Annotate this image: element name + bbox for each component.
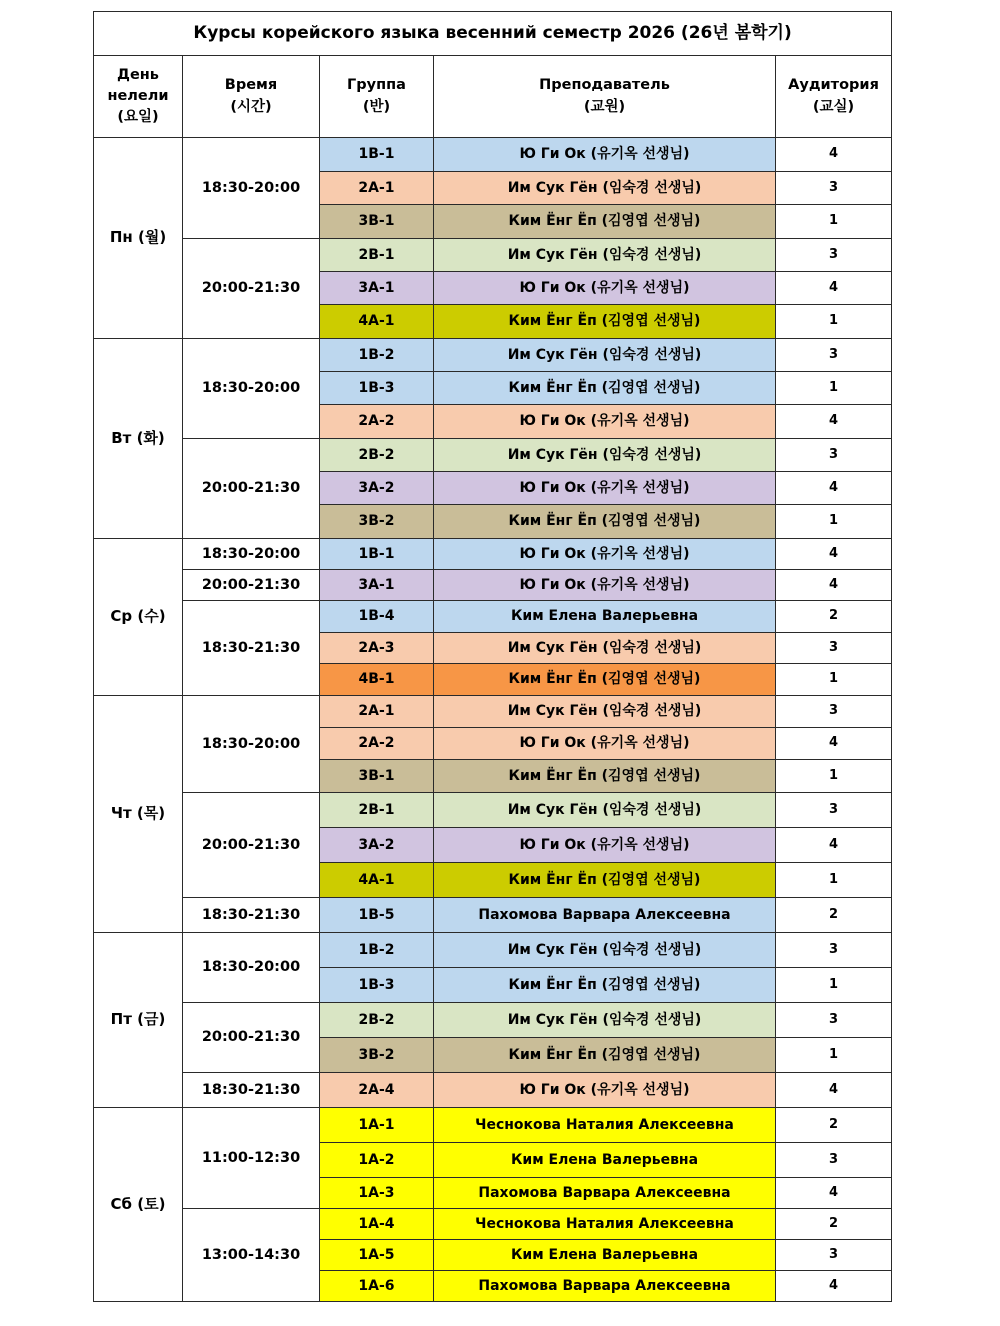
room-cell: 3: [776, 633, 892, 664]
room-cell: 3: [776, 1240, 892, 1271]
teacher-cell: Ю Ги Ок (유기옥 선생님): [434, 828, 776, 863]
table-row: [94, 539, 892, 570]
room-cell: 4: [776, 728, 892, 760]
room-cell: 1: [776, 863, 892, 898]
header-teacher-line1: Преподаватель: [539, 77, 670, 94]
teacher-cell: Ю Ги Ок (유기옥 선생님): [434, 539, 776, 570]
header-row: [94, 56, 892, 138]
teacher-cell: Им Сук Гён (임숙경 선생님): [434, 933, 776, 968]
header-teacher: [434, 56, 776, 138]
table-row: [94, 439, 892, 472]
teacher-cell: Ю Ги Ок (유기옥 선생님): [434, 138, 776, 172]
time-cell: 18:30-21:30: [183, 898, 320, 933]
group-cell: 1B-2: [320, 933, 434, 968]
time-cell: 18:30-20:00: [183, 933, 320, 1003]
table-row: [94, 933, 892, 968]
table-row: [94, 339, 892, 372]
teacher-cell: Ким Ёнг Ёп (김영엽 선생님): [434, 372, 776, 405]
room-cell: 3: [776, 239, 892, 272]
room-cell: 3: [776, 1143, 892, 1178]
table-row: [94, 239, 892, 272]
room-cell: 2: [776, 1108, 892, 1143]
day-cell: Вт (화): [94, 339, 183, 539]
teacher-cell: Им Сук Гён (임숙경 선생님): [434, 696, 776, 728]
room-cell: 4: [776, 539, 892, 570]
group-cell: 3A-1: [320, 272, 434, 305]
teacher-cell: Ким Ёнг Ёп (김영엽 선생님): [434, 760, 776, 793]
header-group: [320, 56, 434, 138]
header-time: [183, 56, 320, 138]
group-cell: 3B-2: [320, 1038, 434, 1073]
group-cell: 2A-1: [320, 172, 434, 205]
header-time-line2: (시간): [230, 98, 272, 115]
group-cell: 4B-1: [320, 664, 434, 696]
room-cell: 3: [776, 172, 892, 205]
group-cell: 1A-1: [320, 1108, 434, 1143]
time-cell: 20:00-21:30: [183, 570, 320, 601]
group-cell: 2A-2: [320, 728, 434, 760]
group-cell: 1A-6: [320, 1271, 434, 1302]
teacher-cell: Ким Ёнг Ёп (김영엽 선생님): [434, 505, 776, 539]
header-room: [776, 56, 892, 138]
room-cell: 3: [776, 1003, 892, 1038]
table-row: [94, 601, 892, 633]
room-cell: 3: [776, 339, 892, 372]
room-cell: 1: [776, 1038, 892, 1073]
teacher-cell: Ким Елена Валерьевна: [434, 601, 776, 633]
time-cell: 20:00-21:30: [183, 239, 320, 339]
time-cell: 18:30-20:00: [183, 539, 320, 570]
group-cell: 3A-1: [320, 570, 434, 601]
group-cell: 1B-3: [320, 372, 434, 405]
page-title: Курсы корейского языка весенний семестр 2026 (26년 봄학기): [94, 12, 892, 56]
teacher-cell: Ю Ги Ок (유기옥 선생님): [434, 570, 776, 601]
group-cell: 1A-3: [320, 1178, 434, 1209]
group-cell: 3A-2: [320, 828, 434, 863]
day-cell: Сб (토): [94, 1108, 183, 1302]
room-cell: 1: [776, 968, 892, 1003]
room-cell: 1: [776, 760, 892, 793]
group-cell: 4A-1: [320, 305, 434, 339]
group-cell: 3B-2: [320, 505, 434, 539]
teacher-cell: Им Сук Гён (임숙경 선생님): [434, 633, 776, 664]
room-cell: 1: [776, 305, 892, 339]
room-cell: 4: [776, 405, 892, 439]
group-cell: 3A-2: [320, 472, 434, 505]
table-row: [94, 138, 892, 172]
room-cell: 4: [776, 1178, 892, 1209]
room-cell: 4: [776, 1073, 892, 1108]
room-cell: 2: [776, 1209, 892, 1240]
day-cell: Чт (목): [94, 696, 183, 933]
room-cell: 1: [776, 205, 892, 239]
teacher-cell: Ким Елена Валерьевна: [434, 1143, 776, 1178]
group-cell: 1A-5: [320, 1240, 434, 1271]
teacher-cell: Ю Ги Ок (유기옥 선생님): [434, 472, 776, 505]
header-teacher-line2: (교원): [583, 98, 626, 115]
day-cell: Пт (금): [94, 933, 183, 1108]
header-group-line2: (반): [362, 98, 391, 115]
teacher-cell: Им Сук Гён (임숙경 선생님): [434, 439, 776, 472]
room-cell: 3: [776, 439, 892, 472]
teacher-cell: Чеснокова Наталия Алексеевна: [434, 1209, 776, 1240]
group-cell: 1A-2: [320, 1143, 434, 1178]
schedule-body: [94, 138, 892, 1302]
group-cell: 2A-3: [320, 633, 434, 664]
schedule-table: [93, 11, 892, 1302]
room-cell: 2: [776, 601, 892, 633]
room-cell: 4: [776, 570, 892, 601]
group-cell: 2B-2: [320, 439, 434, 472]
room-cell: 1: [776, 505, 892, 539]
room-cell: 4: [776, 272, 892, 305]
table-row: [94, 1209, 892, 1240]
teacher-cell: Пахомова Варвара Алексеевна: [434, 898, 776, 933]
room-cell: 2: [776, 898, 892, 933]
group-cell: 3B-1: [320, 760, 434, 793]
teacher-cell: Им Сук Гён (임숙경 선생님): [434, 339, 776, 372]
group-cell: 4A-1: [320, 863, 434, 898]
time-cell: 18:30-20:00: [183, 138, 320, 239]
teacher-cell: Ю Ги Ок (유기옥 선생님): [434, 405, 776, 439]
time-cell: 13:00-14:30: [183, 1209, 320, 1302]
teacher-cell: Им Сук Гён (임숙경 선생님): [434, 793, 776, 828]
teacher-cell: Ким Ёнг Ёп (김영엽 선생님): [434, 305, 776, 339]
teacher-cell: Ким Ёнг Ёп (김영엽 선생님): [434, 1038, 776, 1073]
teacher-cell: Чеснокова Наталия Алексеевна: [434, 1108, 776, 1143]
table-row: [94, 696, 892, 728]
room-cell: 4: [776, 138, 892, 172]
group-cell: 1B-2: [320, 339, 434, 372]
table-row: [94, 793, 892, 828]
header-day: [94, 56, 183, 138]
time-cell: 20:00-21:30: [183, 1003, 320, 1073]
teacher-cell: Ким Ёнг Ёп (김영엽 선생님): [434, 205, 776, 239]
group-cell: 3B-1: [320, 205, 434, 239]
room-cell: 4: [776, 472, 892, 505]
teacher-cell: Им Сук Гён (임숙경 선생님): [434, 1003, 776, 1038]
group-cell: 1B-1: [320, 138, 434, 172]
table-row: [94, 570, 892, 601]
header-day-line1: День: [117, 66, 159, 83]
time-cell: 18:30-20:00: [183, 696, 320, 793]
group-cell: 1B-1: [320, 539, 434, 570]
table-row: [94, 1073, 892, 1108]
time-cell: 20:00-21:30: [183, 439, 320, 539]
header-room-line2: (교실): [812, 98, 855, 115]
teacher-cell: Пахомова Варвара Алексеевна: [434, 1178, 776, 1209]
time-cell: 20:00-21:30: [183, 793, 320, 898]
teacher-cell: Ким Ёнг Ёп (김영엽 선생님): [434, 968, 776, 1003]
group-cell: 1B-3: [320, 968, 434, 1003]
time-cell: 18:30-21:30: [183, 1073, 320, 1108]
day-cell: Ср (수): [94, 539, 183, 696]
schedule-sheet: [93, 11, 891, 1302]
group-cell: 1A-4: [320, 1209, 434, 1240]
header-time-line1: Время: [224, 77, 278, 94]
group-cell: 2A-4: [320, 1073, 434, 1108]
header-group-line1: Группа: [347, 77, 406, 94]
group-cell: 1B-5: [320, 898, 434, 933]
group-cell: 2A-1: [320, 696, 434, 728]
header-day-line2: нелели: [107, 87, 169, 104]
group-cell: 2B-2: [320, 1003, 434, 1038]
teacher-cell: Ким Ёнг Ёп (김영엽 선생님): [434, 664, 776, 696]
group-cell: 1B-4: [320, 601, 434, 633]
room-cell: 1: [776, 664, 892, 696]
room-cell: 1: [776, 372, 892, 405]
time-cell: 18:30-20:00: [183, 339, 320, 439]
table-row: [94, 1003, 892, 1038]
room-cell: 3: [776, 933, 892, 968]
group-cell: 2B-1: [320, 793, 434, 828]
teacher-cell: Пахомова Варвара Алексеевна: [434, 1271, 776, 1302]
time-cell: 18:30-21:30: [183, 601, 320, 696]
group-cell: 2A-2: [320, 405, 434, 439]
teacher-cell: Ю Ги Ок (유기옥 선생님): [434, 1073, 776, 1108]
room-cell: 4: [776, 828, 892, 863]
room-cell: 4: [776, 1271, 892, 1302]
room-cell: 3: [776, 696, 892, 728]
table-row: [94, 898, 892, 933]
teacher-cell: Ю Ги Ок (유기옥 선생님): [434, 728, 776, 760]
teacher-cell: Ким Елена Валерьевна: [434, 1240, 776, 1271]
header-room-line1: Аудитория: [788, 77, 879, 94]
group-cell: 2B-1: [320, 239, 434, 272]
teacher-cell: Ю Ги Ок (유기옥 선생님): [434, 272, 776, 305]
teacher-cell: Им Сук Гён (임숙경 선생님): [434, 172, 776, 205]
header-day-line3: (요일): [117, 109, 159, 125]
teacher-cell: Ким Ёнг Ёп (김영엽 선생님): [434, 863, 776, 898]
table-row: [94, 1108, 892, 1143]
teacher-cell: Им Сук Гён (임숙경 선생님): [434, 239, 776, 272]
room-cell: 3: [776, 793, 892, 828]
time-cell: 11:00-12:30: [183, 1108, 320, 1209]
day-cell: Пн (월): [94, 138, 183, 339]
